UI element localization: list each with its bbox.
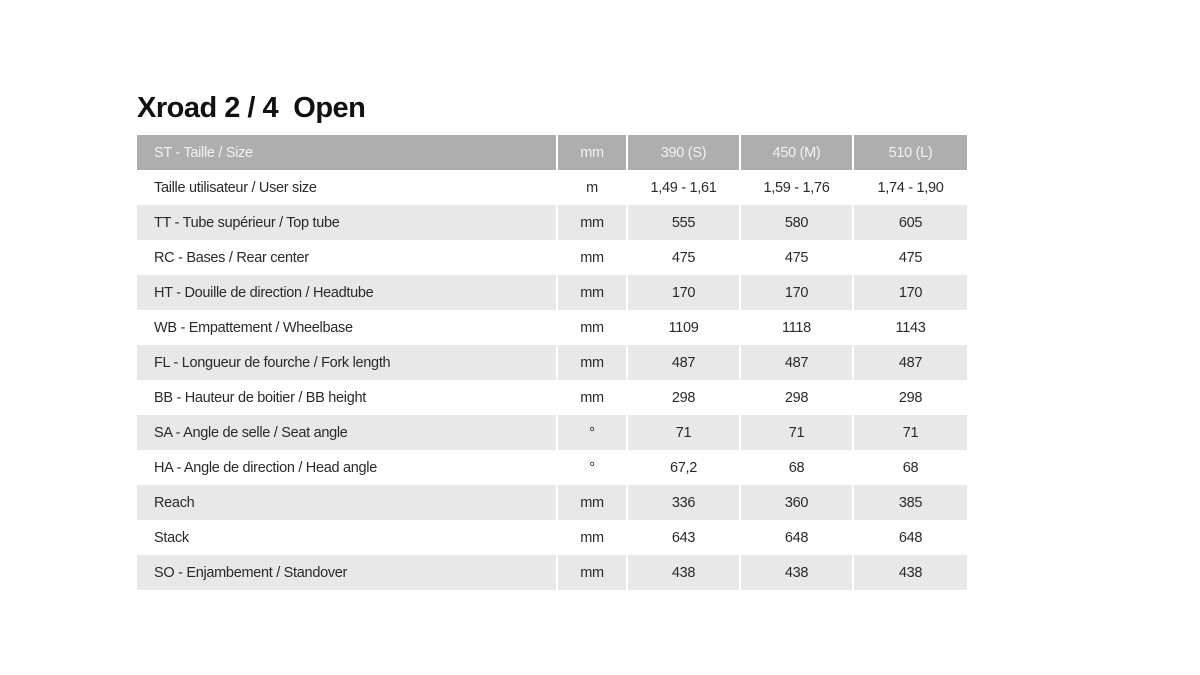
fork-length-label: FL - Longueur de fourche / Fork length <box>137 345 557 380</box>
table-row <box>137 555 967 590</box>
header-size-label: ST - Taille / Size <box>137 135 557 170</box>
headtube-value-s: 170 <box>627 275 740 310</box>
rear-center-label: RC - Bases / Rear center <box>137 240 557 275</box>
standover-label: SO - Enjambement / Standover <box>137 555 557 590</box>
reach-value-s: 336 <box>627 485 740 520</box>
headtube-value-m: 170 <box>740 275 853 310</box>
head-angle-value-s: 67,2 <box>627 450 740 485</box>
wheelbase-value-s: 1109 <box>627 310 740 345</box>
header-size-m: 450 (M) <box>740 135 853 170</box>
bb-height-label: BB - Hauteur de boitier / BB height <box>137 380 557 415</box>
reach-value-l: 385 <box>853 485 967 520</box>
fork-length-unit: mm <box>557 345 627 380</box>
top-tube-label: TT - Tube supérieur / Top tube <box>137 205 557 240</box>
page-title: Xroad 2 / 4 Open <box>137 92 366 124</box>
bb-height-value-l: 298 <box>853 380 967 415</box>
reach-value-m: 360 <box>740 485 853 520</box>
head-angle-value-m: 68 <box>740 450 853 485</box>
bb-height-value-s: 298 <box>627 380 740 415</box>
seat-angle-value-m: 71 <box>740 415 853 450</box>
top-tube-value-s: 555 <box>627 205 740 240</box>
header-unit: mm <box>557 135 627 170</box>
wheelbase-value-l: 1143 <box>853 310 967 345</box>
standover-value-l: 438 <box>853 555 967 590</box>
seat-angle-value-l: 71 <box>853 415 967 450</box>
user-size-value-m: 1,59 - 1,76 <box>740 170 853 205</box>
bb-height-value-m: 298 <box>740 380 853 415</box>
rear-center-value-l: 475 <box>853 240 967 275</box>
wheelbase-unit: mm <box>557 310 627 345</box>
wheelbase-value-m: 1118 <box>740 310 853 345</box>
standover-value-m: 438 <box>740 555 853 590</box>
headtube-value-l: 170 <box>853 275 967 310</box>
table-row <box>137 205 967 240</box>
user-size-value-s: 1,49 - 1,61 <box>627 170 740 205</box>
stack-label: Stack <box>137 520 557 555</box>
rear-center-value-m: 475 <box>740 240 853 275</box>
fork-length-value-l: 487 <box>853 345 967 380</box>
top-tube-unit: mm <box>557 205 627 240</box>
seat-angle-value-s: 71 <box>627 415 740 450</box>
headtube-label: HT - Douille de direction / Headtube <box>137 275 557 310</box>
head-angle-value-l: 68 <box>853 450 967 485</box>
table-row <box>137 170 967 205</box>
fork-length-value-s: 487 <box>627 345 740 380</box>
header-size-s: 390 (S) <box>627 135 740 170</box>
table-row <box>137 310 967 345</box>
table-header-row <box>137 135 967 170</box>
rear-center-unit: mm <box>557 240 627 275</box>
table-row <box>137 380 967 415</box>
standover-value-s: 438 <box>627 555 740 590</box>
headtube-unit: mm <box>557 275 627 310</box>
geometry-table <box>137 135 967 590</box>
user-size-value-l: 1,74 - 1,90 <box>853 170 967 205</box>
fork-length-value-m: 487 <box>740 345 853 380</box>
table-row <box>137 520 967 555</box>
table-row <box>137 415 967 450</box>
user-size-unit: m <box>557 170 627 205</box>
stack-value-l: 648 <box>853 520 967 555</box>
reach-label: Reach <box>137 485 557 520</box>
stack-value-s: 643 <box>627 520 740 555</box>
bb-height-unit: mm <box>557 380 627 415</box>
top-tube-value-l: 605 <box>853 205 967 240</box>
user-size-label: Taille utilisateur / User size <box>137 170 557 205</box>
head-angle-unit: ° <box>557 450 627 485</box>
standover-unit: mm <box>557 555 627 590</box>
seat-angle-label: SA - Angle de selle / Seat angle <box>137 415 557 450</box>
header-size-l: 510 (L) <box>853 135 967 170</box>
seat-angle-unit: ° <box>557 415 627 450</box>
table-row <box>137 450 967 485</box>
table-row <box>137 485 967 520</box>
stack-value-m: 648 <box>740 520 853 555</box>
wheelbase-label: WB - Empattement / Wheelbase <box>137 310 557 345</box>
top-tube-value-m: 580 <box>740 205 853 240</box>
table-row <box>137 275 967 310</box>
stack-unit: mm <box>557 520 627 555</box>
reach-unit: mm <box>557 485 627 520</box>
table-row <box>137 240 967 275</box>
table-body <box>137 170 967 590</box>
head-angle-label: HA - Angle de direction / Head angle <box>137 450 557 485</box>
table-row <box>137 345 967 380</box>
rear-center-value-s: 475 <box>627 240 740 275</box>
